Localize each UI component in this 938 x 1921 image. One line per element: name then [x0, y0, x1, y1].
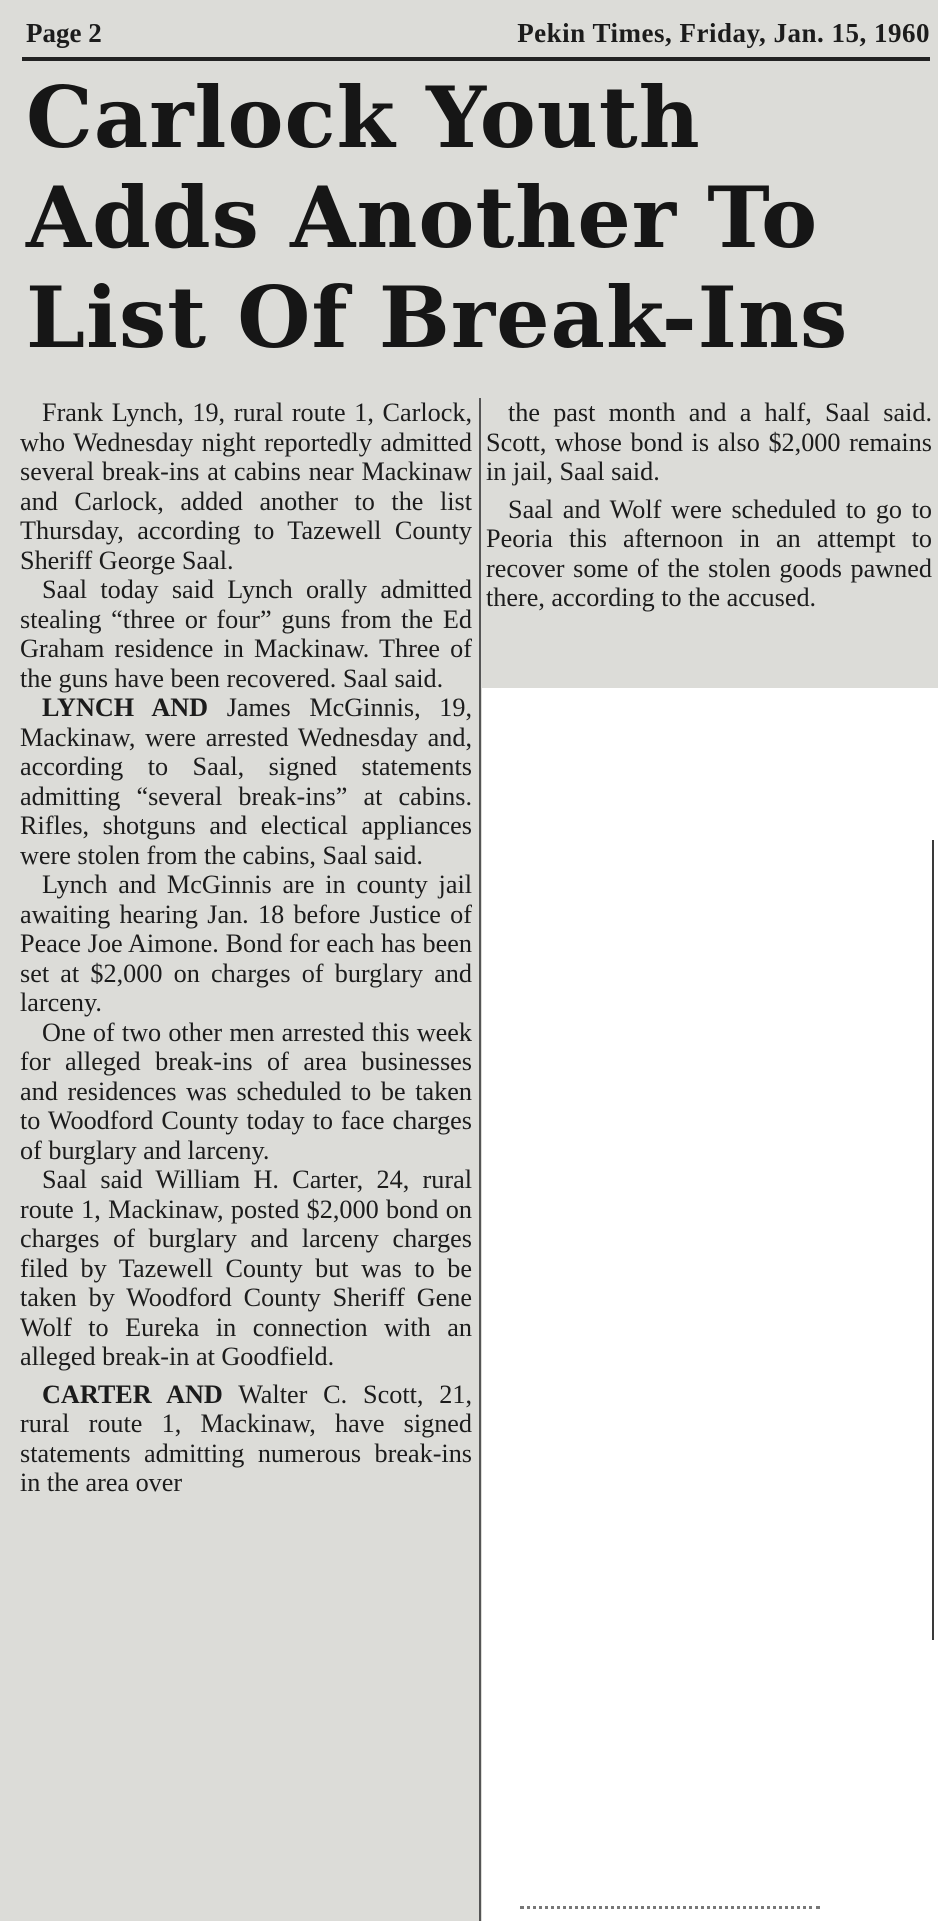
- paragraph: Saal and Wolf were scheduled to go to Peoria this afternoon in an attempt to recover some of the stolen goods pawned there, according to the accused.: [486, 494, 932, 612]
- cut-edge-mark: [520, 1906, 820, 1919]
- paper-dateline: Pekin Times, Friday, Jan. 15, 1960: [517, 18, 930, 48]
- paragraph: the past month and a half, Saal said. Scott, whose bond is also $2,000 remains in jail, Saal said.: [486, 398, 932, 486]
- blank-area: [482, 688, 938, 1921]
- article-column-right: [486, 398, 932, 613]
- paragraph: CARTER AND Walter C. Scott, 21, rural route 1, Mackinaw, have signed statements admitting numerous break-ins in the area over: [20, 1379, 473, 1497]
- column-divider: [479, 398, 481, 1921]
- paragraph: Saal today said Lynch orally admitted stealing “three or four” guns from the Ed Graham residence in Mackinaw. Three of the guns have been recovered. Saal said.: [20, 575, 472, 693]
- paragraph: One of two other men arrested this week for alleged break-ins of area businesses and residences was scheduled to be taken to Woodford County today to face charges of burglary and larceny.: [20, 1017, 472, 1165]
- paragraph: LYNCH AND James McGinnis, 19, Mackinaw, were arrested Wednesday and, according to Saal, signed statements admitting “several break-ins” at cabins. Rifles, shotguns and electical appliances were stolen from the cabins, Saal said.: [20, 693, 472, 870]
- clipping-edge: [932, 840, 934, 1640]
- headline-line-1: Carlock Youth: [26, 68, 701, 167]
- paragraph-lead: LYNCH AND: [42, 693, 209, 722]
- paragraph: Lynch and McGinnis are in county jail awaiting hearing Jan. 18 before Justice of Peace Joe Aimone. Bond for each has been set at $2,000 on charges of burglary and larceny.: [20, 870, 472, 1017]
- headline-line-2: Adds Another To: [26, 168, 819, 267]
- headline: [26, 68, 916, 368]
- masthead-rule: [22, 57, 930, 61]
- paragraph: Frank Lynch, 19, rural route 1, Carlock, who Wednesday night reportedly admitted several break-ins at cabins near Mackinaw and Carlock, added another to the list Thursday, according to Tazewell County Sheriff George Saal.: [20, 398, 472, 575]
- article-column-left: [20, 398, 472, 1498]
- masthead: [22, 14, 930, 54]
- page-number: Page 2: [26, 18, 102, 48]
- paragraph: Saal said William H. Carter, 24, rural route 1, Mackinaw, posted $2,000 bond on charges of burglary and larceny charges filed by Tazewell County but was to be taken by Woodford County Sheriff Gene Wolf to Eureka in connection with an alleged break-in at Goodfield.: [20, 1165, 472, 1371]
- headline-line-3: List Of Break-Ins: [26, 268, 849, 367]
- paragraph-lead: CARTER AND: [42, 1379, 223, 1409]
